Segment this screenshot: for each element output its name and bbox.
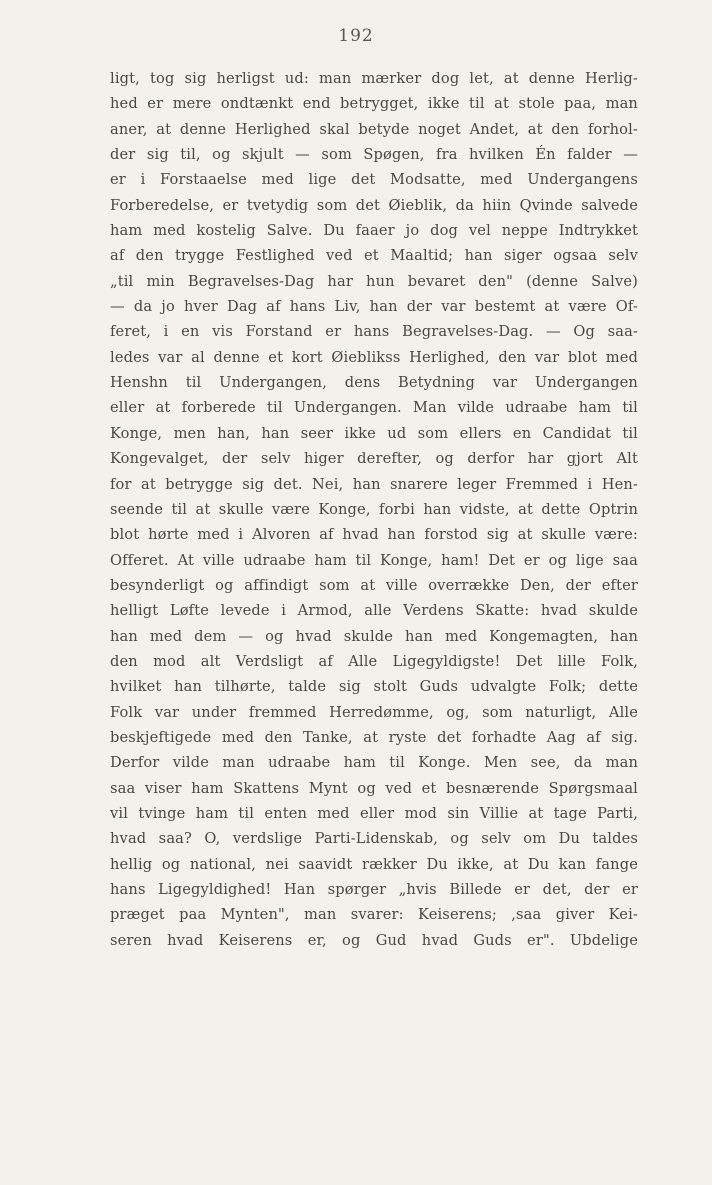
text-line: præget paa Mynten", man svarer: Keiserens; ,saa giver Kei- (110, 906, 638, 924)
text-line: blot hørte med i Alvoren af hvad han forstod sig at skulle være: (110, 526, 638, 544)
text-line: hans Ligegyldighed! Han spørger „hvis Billede er det, der er (110, 881, 638, 898)
text-line: beskjeftigede med den Tanke, at ryste det forhadte Aag af sig. (110, 728, 638, 746)
text-line: Kongevalget, der selv higer derefter, og derfor har gjort Alt (110, 450, 638, 468)
text-line: hvad saa? O, verdslige Parti-Lidenskab, og selv om Du taldes (110, 830, 638, 848)
text-line: er i Forstaaelse med lige det Modsatte, med Undergangens (110, 171, 638, 189)
text-line: den mod alt Verdsligt af Alle Ligegyldigste! Det lille Folk, (110, 652, 638, 670)
text-line: Offeret. At ville udraabe ham til Konge, ham! Det er og lige saa (110, 551, 638, 569)
text-line: vil tvinge ham til enten med eller mod sin Villie at tage Parti, (110, 804, 638, 822)
text-line: seren hvad Keiserens er, og Gud hvad Guds er". Ubdelige (110, 931, 638, 949)
text-line: Henshn til Undergangen, dens Betydning var Undergangen (110, 374, 638, 392)
text-line: ham med kostelig Salve. Du faaer jo dog vel neppe Indtrykket (110, 222, 638, 240)
text-line: der sig til, og skjult — som Spøgen, fra hvilken Én falder — (110, 146, 638, 164)
text-line: aner, at denne Herlighed skal betyde noget Andet, at den forhol- (110, 120, 638, 138)
text-line: han med dem — og hvad skulde han med Kongemagten, han (110, 627, 638, 645)
page-number: 192 (338, 26, 374, 46)
text-line: ledes var al denne et kort Øieblikss Herlighed, den var blot med (110, 348, 638, 366)
text-line: seende til at skulle være Konge, forbi han vidste, at dette Optrin (110, 500, 638, 518)
body-text (110, 66, 638, 953)
text-line: saa viser ham Skattens Mynt og ved et besnærende Spørgsmaal (110, 779, 638, 797)
text-line: hvilket han tilhørte, talde sig stolt Guds udvalgte Folk; dette (110, 678, 638, 696)
text-line: Derfor vilde man udraabe ham til Konge. Men see, da man (110, 754, 638, 772)
text-line: „til min Begravelses-Dag har hun bevaret den" (denne Salve) (110, 272, 638, 290)
text-line: — da jo hver Dag af hans Liv, han der var bestemt at være Of- (110, 298, 638, 316)
text-line: af den trygge Festlighed ved et Maaltid; han siger ogsaa selv (110, 247, 638, 265)
text-line: hellig og national, nei saavidt rækker Du ikke, at Du kan fange (110, 855, 638, 873)
text-line: feret, i en vis Forstand er hans Begravelses-Dag. — Og saa- (110, 323, 638, 341)
text-line: hed er mere ondtænkt end betrygget, ikke til at stole paa, man (110, 95, 638, 113)
text-line: Forberedelse, er tvetydig som det Øieblik, da hiin Qvinde salvede (110, 196, 638, 214)
text-line: ligt, tog sig herligst ud: man mærker dog let, at denne Herlig- (110, 70, 638, 87)
text-line: Konge, men han, han seer ikke ud som ellers en Candidat til (110, 424, 638, 442)
text-line: eller at forberede til Undergangen. Man vilde udraabe ham til (110, 399, 638, 417)
text-line: besynderligt og affindigt som at ville overrække Den, der efter (110, 576, 638, 594)
text-line: Folk var under fremmed Herredømme, og, som naturligt, Alle (110, 703, 638, 721)
text-line: for at betrygge sig det. Nei, han snarere leger Fremmed i Hen- (110, 475, 638, 493)
text-line: helligt Løfte levede i Armod, alle Verdens Skatte: hvad skulde (110, 602, 638, 620)
